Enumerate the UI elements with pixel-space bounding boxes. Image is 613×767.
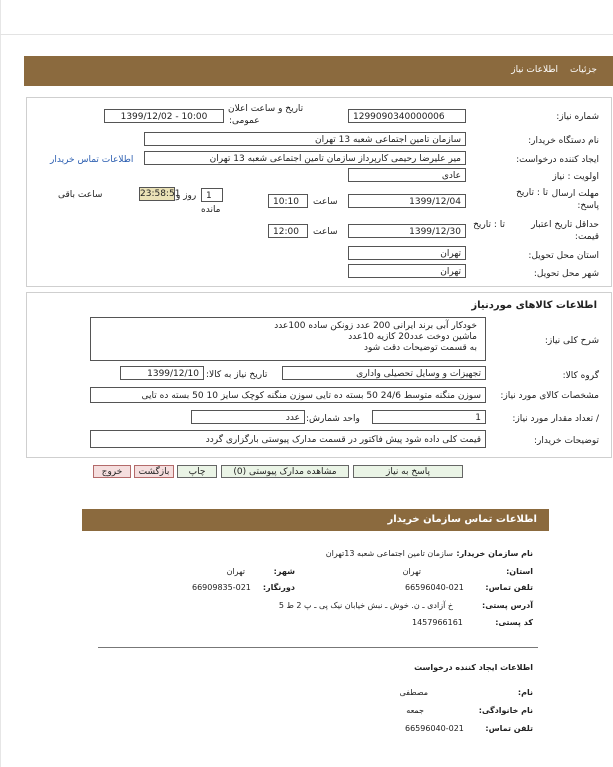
reply-button[interactable]: پاسخ به نیاز [353, 465, 463, 478]
min-validity-label: حداقل تاریخ اعتبار [531, 220, 599, 230]
tab-need-info[interactable]: اطلاعات نیاز [511, 65, 559, 75]
priority-field: عادی [348, 168, 466, 182]
need-date-field: 1399/12/10 [120, 366, 204, 380]
buyer-org-label: نام دستگاه خریدار: [528, 136, 599, 146]
contact-title: اطلاعات تماس سازمان خریدار [387, 514, 537, 525]
unit-label: واحد شمارش: [306, 414, 360, 424]
spec-field: سوزن منگنه متوسط 24/6 50 بسته ده تایی سوزن منگنه کوچک سایز 10 50 بسته ده تایی [90, 387, 486, 403]
city-label: شهر: [273, 567, 295, 576]
contact-header-bar [82, 509, 549, 531]
need-date-label: تاریخ نیاز به کالا: [206, 370, 268, 380]
qty-field: 1 [372, 410, 486, 424]
address-label: آدرس پستی: [482, 601, 533, 610]
announce-label-2: عمومی: [229, 116, 260, 126]
address-value: خ آزادی ـ ن. خوش ـ نبش خیابان نیک پی ـ پ 2 ط 5 [278, 601, 453, 610]
province-value: تهران [402, 567, 421, 576]
delivery-province-field: تهران [348, 246, 466, 260]
days-remaining-field: 1 [201, 188, 223, 202]
hours-remaining-label: ساعت باقی [58, 190, 103, 200]
creator-phone-label: تلفن تماس: [485, 724, 533, 733]
creator-name-value: مصطفی [399, 688, 428, 697]
qty-label: / تعداد مقدار مورد نیاز: [512, 414, 599, 424]
creator-info-title: اطلاعات ایجاد کننده درخواست [414, 663, 533, 672]
print-button[interactable]: چاپ [177, 465, 217, 478]
phone-label: تلفن تماس: [485, 583, 533, 592]
desc-line: ماشین دوخت عدد20 کازیه 10عدد [348, 332, 477, 342]
org-value: سازمان تامین اجتماعی شعبه 13تهران [325, 549, 453, 558]
creator-label: ایجاد کننده درخواست: [516, 155, 599, 165]
header-bar [24, 56, 613, 86]
page-left-border [0, 0, 1, 767]
day-label: روز و [176, 191, 197, 201]
creator-family-value: جمعه [406, 706, 424, 715]
buyer-contact-link[interactable]: اطلاعات تماس خریدار [50, 155, 134, 165]
back-button[interactable]: بازگشت [134, 465, 174, 478]
buyer-org-field: سازمان تامین اجتماعی شعبه 13 تهران [144, 132, 466, 146]
city-value: تهران [226, 567, 245, 576]
need-number-label: شماره نیاز: [556, 112, 599, 122]
remaining-label: مانده [201, 205, 221, 215]
spec-label: مشخصات کالای مورد نیاز: [500, 391, 599, 401]
validity-time-field: 12:00 [268, 224, 308, 238]
validity-date-field: 1399/12/30 [348, 224, 466, 238]
top-divider [0, 34, 613, 35]
group-field: تجهیزات و وسایل تحصیلی واداری [282, 366, 486, 380]
countdown-timer: 23:58:51 [140, 189, 181, 199]
desc-box [90, 317, 486, 361]
fax-label: دورنگار: [262, 583, 295, 592]
desc-line: به قسمت توضیحات دقت شود [363, 343, 477, 353]
exit-button[interactable]: خروج [93, 465, 131, 478]
announce-label: تاریخ و ساعت اعلان [228, 104, 304, 114]
postal-label: کد پستی: [495, 618, 533, 627]
priority-label: اولویت : نیاز [552, 172, 599, 182]
buyer-notes-field: قیمت کلی داده شود پیش فاکتور در قسمت مدارک پیوستی بارگزاری گردد [90, 430, 486, 448]
reply-time-label: ساعت [313, 197, 338, 207]
postal-value: 1457966161 [412, 618, 463, 627]
phone-value: 66596040-021 [405, 583, 464, 592]
desc-label: شرح کلی نیاز: [544, 336, 599, 346]
reply-to-date-label: تا : تاریخ [516, 188, 548, 198]
validity-to-label: تا : تاریخ [473, 220, 505, 230]
min-validity-label-2: قیمت: [574, 232, 599, 242]
delivery-city-field: تهران [348, 264, 466, 278]
buyer-notes-label: توضیحات خریدار: [533, 436, 599, 446]
creator-field: میر علیرضا رحیمی کارپرداز سازمان تامین اجتماعی شعبه 13 تهران [144, 151, 466, 165]
desc-line: خودکار آبی برند ایرانی 200 عدد زونکن ساده 100عدد [274, 321, 477, 331]
reply-date-field: 1399/12/04 [348, 194, 466, 208]
reply-deadline-label-2: پاسخ: [577, 201, 599, 211]
delivery-city-label: شهر محل تحویل: [533, 269, 599, 279]
goods-section-title: اطلاعات کالاهای موردنیاز [471, 300, 597, 311]
group-label: گروه کالا: [562, 371, 599, 381]
contact-divider [98, 647, 538, 648]
creator-family-label: نام خانوادگی: [478, 706, 533, 715]
validity-time-label: ساعت [313, 227, 338, 237]
fax-value: 66909835-021 [192, 583, 251, 592]
attachments-button[interactable]: مشاهده مدارک پیوستی (0) [221, 465, 349, 478]
unit-field: عدد [191, 410, 305, 424]
tab-details[interactable]: جزئیات [570, 65, 597, 75]
province-label: استان: [506, 567, 533, 576]
org-label: نام سازمان خریدار: [456, 549, 533, 558]
announce-datetime-field: 1399/12/02 - 10:00 [104, 109, 224, 123]
reply-time-field: 10:10 [268, 194, 308, 208]
creator-phone-value: 66596040-021 [405, 724, 464, 733]
delivery-province-label: استان محل تحویل: [528, 251, 599, 261]
need-number-field: 1299090340000006 [348, 109, 466, 123]
reply-deadline-label: مهلت ارسال [551, 189, 599, 199]
creator-name-label: نام: [517, 688, 533, 697]
